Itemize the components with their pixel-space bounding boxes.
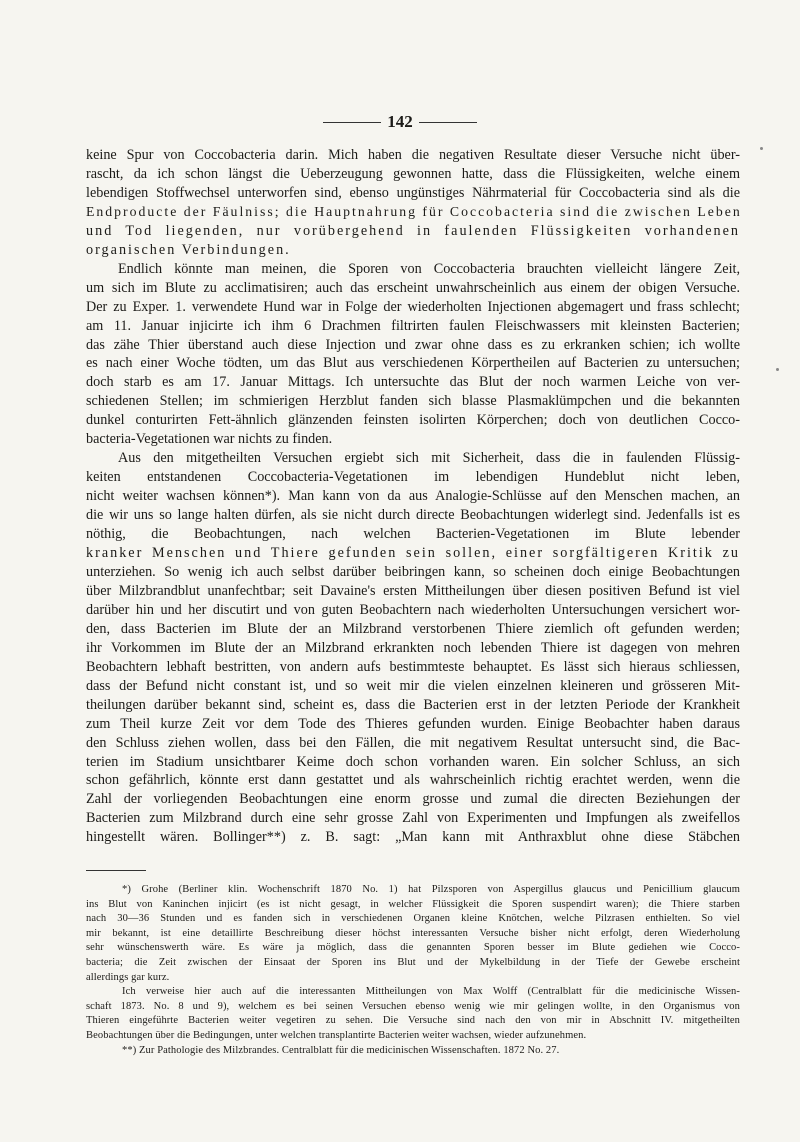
body-line: ihr Vorkommen im Blute der an Milzbrand erkrankten noch lebenden Thiere ist dagegen von mehren — [86, 639, 740, 656]
body-line: den, dass Bacterien im Blute der an Milzbrand verstorbenen Thiere ziemlich oft gefunden werden; — [86, 620, 740, 637]
paper-speck — [776, 368, 779, 371]
body-line: Zahl der vorliegenden Beobachtungen eine enorm grosse und zumal die directen Beziehungen der — [86, 791, 740, 808]
body-line: zum Theil kurze Zeit vor dem Tode des Thieres gefunden wurden. Einige Beobachter haben daraus — [86, 715, 740, 732]
body-line: Bacterien zum Milzbrand durch eine sehr grosse Zahl von Experimenten und Impfungen als zweifellos — [86, 810, 740, 827]
body-line: Aus den mitgetheilten Versuchen ergiebt sich mit Sicherheit, dass die in faulenden Flüssig- — [118, 450, 740, 467]
footnote-line: **) Zur Pathologie des Milzbrandes. Centralblatt für die medicinischen Wissenschaften. 1872 No. 27. — [122, 1044, 560, 1056]
body-line: Der zu Exper. 1. verwendete Hund war in Folge der wiederholten Injectionen abgemagert und frass schlecht; — [86, 298, 740, 315]
body-line: Beobachtern lebhaft bestritten, von andern aufs bestimmteste behauptet. Es lässt sich hieraus schliessen, — [86, 658, 740, 675]
footnote-line: ins Blut von Kaninchen injicirt (es ist nicht gesagt, in welcher Flüssigkeit die Sporen suspendirt waren); die Thiere starben — [86, 898, 740, 910]
body-line: das zähe Thier überstand auch diese Injection und zwar ohne dass es zu erkranken schien; ich wollte — [86, 336, 740, 353]
footnotes — [86, 883, 740, 1058]
body-line: kranker Menschen und Thiere gefunden sein sollen, einer sorgfältigeren Kritik zu — [86, 545, 740, 562]
footnote-line: schaft 1873. No. 8 und 9), welchem es bei seinen Versuchen ebenso wenig wie mir gelingen wollte, in den Organismus von — [86, 1000, 740, 1012]
footnote-line: *) Grohe (Berliner klin. Wochenschrift 1870 No. 1) hat Pilzsporen von Aspergillus glaucus und Penicillium glaucum — [122, 884, 740, 895]
body-line: nöthig, die Beobachtungen, nach welchen Bacterien-Vegetationen im Blute lebender — [86, 526, 740, 543]
footnote-line: mir bekannt, ist eine detaillirte Beschreibung dieser höchst interessanten Versuche bisher nicht erfolgt, deren Wiederholung — [86, 927, 740, 939]
footnote-line: Thieren eingeführte Bacterien weiter vegetiren zu sehen. Die Versuche sind nach den von mir in Abschnitt IV. mitgetheilten — [86, 1015, 740, 1027]
body-line: organischen Verbindungen. — [86, 241, 291, 258]
body-line: keiten entstandenen Coccobacteria-Vegetationen im lebendigen Hundeblut nicht leben, — [86, 469, 740, 486]
footnote-line: sehr wünschenswerth wäre. Es wäre ja möglich, dass die genannten Sporen besser im Blute gediehen wie Cocco- — [86, 942, 740, 954]
header-rule-left — [323, 122, 381, 123]
body-line: dass der Befund nicht constant ist, und so weit mir die vielen einzelnen kleineren und grösseren Mit- — [86, 677, 740, 694]
body-line: unterziehen. So wenig ich auch selbst darüber beibringen kann, so scheinen doch einige Beobachtungen — [86, 563, 740, 580]
body-text — [86, 146, 740, 847]
footnote-line: Ich verweise hier auch auf die interessanten Mittheilungen von Max Wolff (Centralblatt für die medicinische Wissen- — [122, 986, 740, 998]
body-line: Endproducte der Fäulniss; die Hauptnahrung für Coccobacteria sind die zwischen Leben — [86, 203, 742, 219]
body-line: um sich im Blute zu acclimatisiren; auch das erscheint unwahrscheinlich aus einem der obigen Versuche. — [86, 279, 740, 296]
body-line: lebendigen Stoffwechsel unterworfen sind, ebenso ungünstiges Nährmaterial für Coccobacteria sind als die — [86, 184, 740, 201]
body-line: rascht, da ich schon längst die Ueberzeugung gewonnen hatte, dass die Flüssigkeiten, welche einem — [86, 165, 740, 182]
header-rule-right — [419, 122, 477, 123]
page-number: 142 — [387, 112, 413, 131]
footnote-line: allerdings gar kurz. — [86, 971, 170, 983]
paper-speck — [760, 147, 763, 150]
body-line: über Milzbrandblut unanfechtbar; seit Davaine's ersten Mittheilungen über diesen positiven Befund ist viel — [86, 582, 740, 599]
body-line: und Tod liegenden, nur vorübergehend in faulenden Flüssigkeiten vorhandenen — [86, 222, 740, 239]
body-line: bacteria-Vegetationen war nichts zu finden. — [86, 431, 333, 448]
footnote-separator — [86, 870, 146, 871]
body-line: es nach einer Woche tödten, um das Blut aus verschiedenen Körpertheilen auf Bacterien zu untersuchen; — [86, 355, 740, 372]
body-line: Endlich könnte man meinen, die Sporen von Coccobacteria brauchten vielleicht längere Zeit, — [118, 260, 740, 277]
body-line: hingestellt wären. Bollinger**) z. B. sagt: „Man kann mit Anthraxblut ohne diese Stäbchen — [86, 829, 740, 846]
body-line: am 11. Januar injicirte ich ihm 6 Drachmen filtrirten faulen Fleischwassers mit kleinsten Bacterien; — [86, 317, 740, 334]
body-line: keine Spur von Coccobacteria darin. Mich haben die negativen Resultate dieser Versuche nicht über- — [86, 147, 740, 163]
body-line: darüber hin und her discutirt und von guten Beobachtern nach wiederholten Untersuchungen versichert wor- — [86, 601, 740, 618]
body-line: schon gefährlich, könnte erst dann gestattet und als wahrscheinlich richtig erachtet werden, wenn die — [86, 772, 740, 789]
footnote-line: nach 30—36 Stunden und es fanden sich in verschiedenen Organen kleine Knötchen, welche Pilzrasen enthielten. So viel — [86, 913, 740, 925]
page-header — [0, 112, 800, 132]
body-line: dunkel conturirten Fett-ähnlich glänzenden feinsten isolirten Körperchen; doch von deutlichen Cocco- — [86, 412, 740, 429]
body-line: theilungen darüber bekannt sind, scheint es, dass die Bacterien erst in der letzten Periode der Krankheit — [86, 696, 740, 713]
body-line: doch starb es am 17. Januar Mittags. Ich untersuchte das Blut der noch warmen Leiche von ver- — [86, 374, 740, 391]
body-line: schiedenen Stellen; im schmierigen Herzblut fanden sich blasse Plasmaklümpchen und die bekannten — [86, 393, 740, 410]
footnote-line: bacteria; die Zeit zwischen der Einsaat der Sporen ins Blut und der Mykelbildung in der Tiefe der Gewebe erscheint — [86, 956, 740, 968]
body-line: den Schluss ziehen wollen, dass bei den Fällen, die mit negativem Resultat untersucht sind, die Bac- — [86, 734, 740, 751]
footnote-line: Beobachtungen über die Bedingungen, unter welchen transplantirte Bacterien weiter wachsen, wieder aufzunehmen. — [86, 1029, 587, 1041]
body-line: terien im Stadium unsichtbarer Keime doch schon vorhanden waren. Ein solcher Schluss, an sich — [86, 753, 740, 770]
body-line: die wir uns so lange halten dürfen, als sie nicht durch directe Beobachtungen widerlegt sind. Jedenfalls ist es — [86, 507, 740, 524]
body-line: nicht weiter wachsen können*). Man kann von da aus Analogie-Schlüsse auf den Menschen machen, an — [86, 488, 740, 505]
